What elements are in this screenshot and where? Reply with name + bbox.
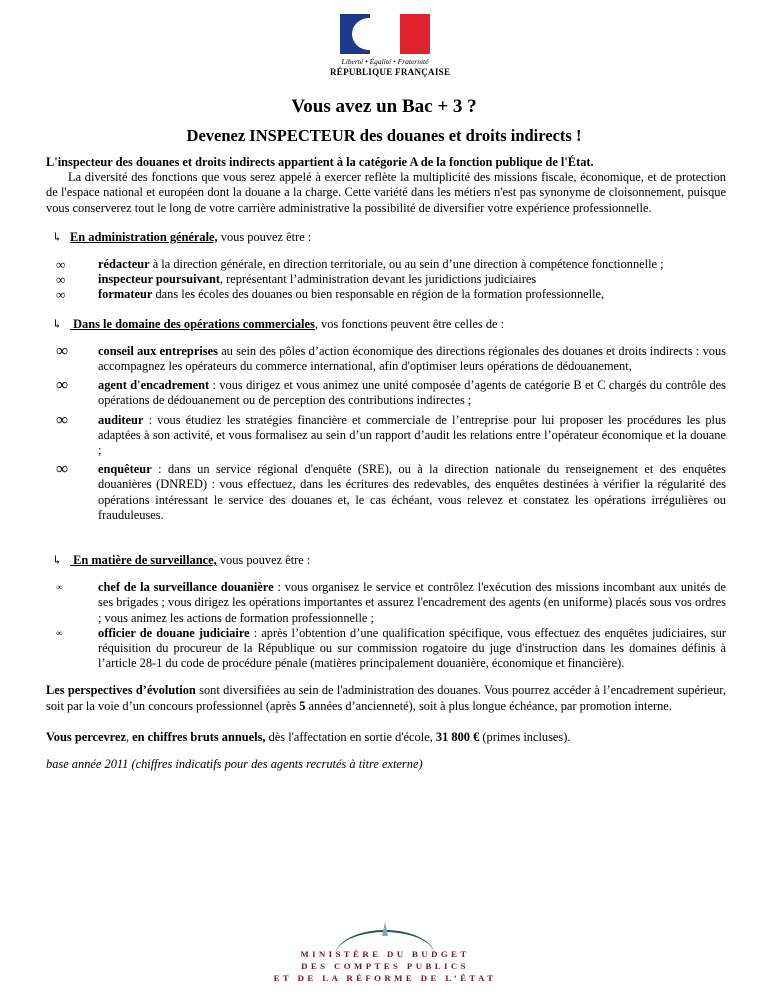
- list-item: ∞ chef de la surveillance douanière : vous organisez le service et contrôlez l'exécution des missions incombant aux unités de ses brigades ; vous dirigez les opérations importantes et assurez l'encadrement des agents (en uniforme) placés sous vos ordres ; vous animez les actions de formation professionnelle ;: [56, 580, 726, 625]
- infinity-bullet-icon: ∞: [56, 257, 66, 273]
- infinity-bullet-icon: ∞: [56, 627, 63, 638]
- list-item: ∞ agent d'encadrement : vous dirigez et vous animez une unité composée d’agents de catégorie B et C chargés du contrôle des opérations de dédouanement ou de perception des contributions indirectes ;: [56, 375, 726, 408]
- perspectives-paragraph: Les perspectives d’évolution sont diversifiées au sein de l'administration des douanes. Vous pourrez accéder à l’encadrement supérieur, soit par la voie d’un concours professionnel (après 5 années d’ancienneté), soit à plus longue échéance, par promotion interne.: [46, 683, 726, 713]
- list-item: ∞ officier de douane judiciaire : après l’obtention d’une qualification spécifique, vous effectuez des enquêtes judiciaires, sur réquisition du procureur de la République ou sur commission rogatoire du juge d'instruction dans les domaines définis à l’article 28-1 du code de procédure pénale (matières principalement douanière, économique et financière).: [56, 625, 727, 671]
- infinity-bullet-icon: ∞: [56, 582, 63, 593]
- section-surveillance-heading: ↳ En matière de surveillance, vous pouvez être :: [52, 553, 311, 568]
- ministry-line-2: DES COMPTES PUBLICS: [301, 961, 469, 971]
- logo-motto: Liberté • Égalité • Fraternité: [341, 57, 429, 66]
- intro-text: La diversité des fonctions que vous serez appelé à exercer reflète la multiplicité des missions fiscale, économique, et de protection de l'espace national et européen dont la douane a la charge. Cette variété dans les métiers n'est pas synonyme de cloisonnement, puisque vous conserverez tout le long de votre carrière administrative la possibilité de diversifier votre expérience professionnelle.: [46, 170, 726, 215]
- footnote: base année 2011 (chiffres indicatifs pour des agents recrutés à titre externe): [46, 757, 423, 772]
- list-item: ∞ inspecteur poursuivant, représentant l’administration devant les juridictions judiciaires: [56, 272, 537, 288]
- arrow-icon: ↳: [52, 316, 63, 331]
- infinity-bullet-icon: ∞: [56, 409, 69, 429]
- logo-republic: RÉPUBLIQUE FRANÇAISE: [330, 67, 451, 77]
- ministry-logo: [270, 930, 500, 984]
- ministry-line-1: MINISTÈRE DU BUDGET: [300, 949, 470, 959]
- document-body: [46, 155, 726, 772]
- tricolor-flag-icon: [340, 14, 430, 54]
- list-item: ∞ auditeur : vous étudiez les stratégies financière et commerciale de l’entreprise pour lui proposer les procédures les plus adaptées à son activité, et vous formalisez au sein d’un rapport d’audit les relations entre l’opérateur économique et la douane ;: [56, 409, 726, 458]
- infinity-bullet-icon: ∞: [56, 272, 66, 288]
- arrow-icon: ↳: [52, 553, 63, 568]
- page-subtitle: Devenez INSPECTEUR des douanes et droits indirects !: [186, 126, 582, 145]
- infinity-bullet-icon: ∞: [56, 340, 69, 360]
- infinity-bullet-icon: ∞: [56, 459, 69, 479]
- list-item: ∞ enquêteur : dans un service régional d'enquête (SRE), ou à la direction nationale du renseignement et des enquêtes douanières (DNRED) : vous effectuez, dans les écritures des redevables, des enquêtes destinées à vérifier la régularité des opérations intéressant le service des douanes et, le cas échéant, vous relevez et constatez les opérations irrégulières ou frauduleuses.: [56, 459, 726, 522]
- section-commerce-heading: ↳ Dans le domaine des opérations commerciales, vos fonctions peuvent être celles de :: [52, 316, 505, 331]
- list-item: ∞ formateur dans les écoles des douanes ou bien responsable en région de la formation professionnelle,: [56, 287, 605, 303]
- page-title: Vous avez un Bac + 3 ?: [291, 96, 477, 117]
- infinity-bullet-icon: ∞: [56, 375, 69, 395]
- marianne-logo: [330, 14, 451, 77]
- list-item: ∞ rédacteur à la direction générale, en direction territoriale, ou au sein d’une direction à compétence fonctionnelle ;: [56, 257, 664, 273]
- surveillance-list: [46, 580, 726, 671]
- list-item: ∞ conseil aux entreprises au sein des pôles d’action économique des directions régionales des douanes et droits indirects : vous accompagnez les opérateurs du commerce international, afin d'optimiser leurs opérations de dédouanement,: [56, 340, 726, 374]
- intro-lead: L'inspecteur des douanes et droits indirects appartient à la catégorie A de la fonction publique de l'État.: [46, 155, 594, 169]
- ministry-line-3: ET DE LA RÉFORME DE L’ÉTAT: [273, 973, 497, 983]
- admin-list: [46, 257, 726, 303]
- section-admin-heading: ↳ En administration générale, vous pouvez être :: [52, 229, 312, 244]
- commerce-list: [46, 340, 726, 523]
- salary-paragraph: Vous percevrez, en chiffres bruts annuels, dès l'affectation en sortie d'école, 31 800 € (primes incluses).: [46, 729, 571, 744]
- bercy-emblem-icon: [335, 930, 435, 942]
- infinity-bullet-icon: ∞: [56, 287, 66, 303]
- arrow-icon: ↳: [52, 229, 63, 244]
